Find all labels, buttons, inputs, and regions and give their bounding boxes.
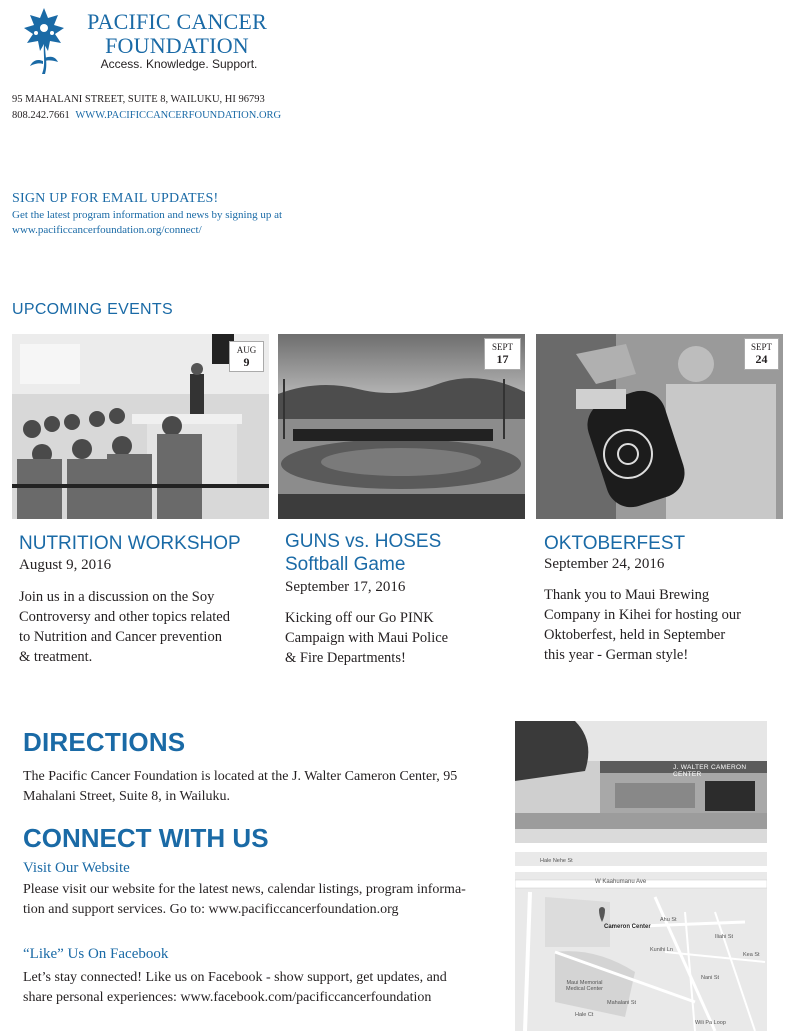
- tagline: Access. Knowledge. Support.: [100, 57, 258, 71]
- map-label: Cameron Center: [604, 924, 651, 930]
- desc-line: Oktoberfest, held in September: [544, 627, 726, 643]
- location-map[interactable]: [515, 852, 767, 1031]
- date-day: 9: [243, 355, 250, 369]
- desc-line: Thank you to Maui Brewing: [544, 587, 710, 603]
- softball-photo: [278, 334, 525, 519]
- address: 95 MAHALANI STREET, SUITE 8, WAILUKU, HI 96793: [12, 94, 265, 105]
- facebook-line1: Let’s stay connected! Like us on Facebook - show support, get updates, and: [23, 970, 447, 985]
- desc-line: Join us in a discussion on the Soy: [19, 589, 215, 605]
- date-badge: [484, 338, 521, 370]
- event-title: NUTRITION WORKSHOP: [19, 533, 241, 554]
- map-label: Hale Nehe St: [540, 858, 573, 864]
- event-date: August 9, 2016: [19, 557, 112, 573]
- oktoberfest-photo: [536, 334, 783, 519]
- signup-text-line1: Get the latest program information and news by signing up at: [12, 209, 283, 221]
- event-date: September 17, 2016: [285, 579, 406, 595]
- date-month: SEPT: [750, 342, 772, 352]
- date-day: 24: [755, 352, 768, 366]
- website-line1: Please visit our website for the latest news, calendar listings, program informa-: [23, 882, 466, 897]
- map-label: Iliahi St: [715, 934, 734, 940]
- date-month: SEPT: [491, 342, 513, 352]
- event-title: [285, 530, 441, 576]
- map-label: Kea St: [743, 952, 760, 958]
- org-name-line1: PACIFIC CANCER: [87, 9, 267, 34]
- signup-text: [12, 208, 332, 238]
- facebook-heading: “Like” Us On Facebook: [23, 946, 169, 962]
- signup-title: SIGN UP FOR EMAIL UPDATES!: [12, 191, 219, 206]
- date-day: 17: [496, 352, 509, 366]
- contact-line: [12, 110, 281, 121]
- building-photo: [515, 721, 767, 843]
- desc-line: Company in Kihei for hosting our: [544, 607, 741, 623]
- foundation-logo: [14, 6, 74, 76]
- event-description: [19, 587, 269, 667]
- desc-line: Controversy and other topics related: [19, 609, 230, 625]
- map-label: Maui Memorial Medical Center: [566, 980, 603, 992]
- website-link[interactable]: WWW.PACIFICCANCERFOUNDATION.ORG: [75, 110, 282, 121]
- event-description: [544, 585, 784, 665]
- events-title: UPCOMING EVENTS: [12, 301, 173, 318]
- directions-text: [23, 767, 493, 807]
- map-label: Nani St: [701, 975, 720, 981]
- directions-title: DIRECTIONS: [23, 727, 186, 757]
- desc-line: Kicking off our Go PINK: [285, 610, 434, 626]
- connect-title: CONNECT WITH US: [23, 823, 269, 853]
- map-label: W Kaahumanu Ave: [595, 879, 647, 885]
- facebook-line2: share personal experiences: www.facebook.com/pacificcancerfoundation: [23, 990, 432, 1005]
- desc-line: this year - German style!: [544, 647, 689, 663]
- facebook-text: [23, 968, 493, 1008]
- workshop-photo: [12, 334, 269, 519]
- signup-link[interactable]: www.pacificcancerfoundation.org/connect/: [12, 224, 202, 236]
- directions-line2: Mahalani Street, Suite 8, in Wailuku.: [23, 789, 231, 804]
- map-label: Ahu St: [660, 917, 677, 923]
- date-badge: [229, 341, 264, 372]
- website-text: [23, 880, 493, 920]
- phone-number: 808.242.7661: [12, 110, 70, 121]
- website-line2: tion and support services. Go to: www.pacificcancerfoundation.org: [23, 902, 399, 917]
- map-label: Hale Ct: [575, 1012, 594, 1018]
- event-title-line2: Softball Game: [285, 554, 406, 575]
- directions-line1: The Pacific Cancer Foundation is located at the J. Walter Cameron Center, 95: [23, 769, 458, 784]
- map-label: Mahalani St: [607, 1000, 637, 1006]
- date-badge: [744, 338, 779, 370]
- map-label: Kunihi Ln: [650, 947, 673, 953]
- desc-line: Campaign with Maui Police: [285, 630, 449, 646]
- date-month: AUG: [236, 345, 257, 355]
- event-description: [285, 608, 525, 668]
- org-name: [72, 10, 282, 58]
- event-date: September 24, 2016: [544, 556, 665, 572]
- org-name-line2: FOUNDATION: [105, 33, 249, 58]
- desc-line: & Fire Departments!: [285, 650, 406, 666]
- event-title-line1: GUNS vs. HOSES: [285, 531, 442, 552]
- desc-line: to Nutrition and Cancer prevention: [19, 629, 222, 645]
- website-heading: Visit Our Website: [23, 860, 130, 876]
- map-label: Wili Pa Loop: [695, 1020, 726, 1026]
- building-sign: J. WALTER CAMERON CENTER: [673, 764, 747, 778]
- desc-line: & treatment.: [19, 649, 93, 665]
- event-title: OKTOBERFEST: [544, 533, 686, 554]
